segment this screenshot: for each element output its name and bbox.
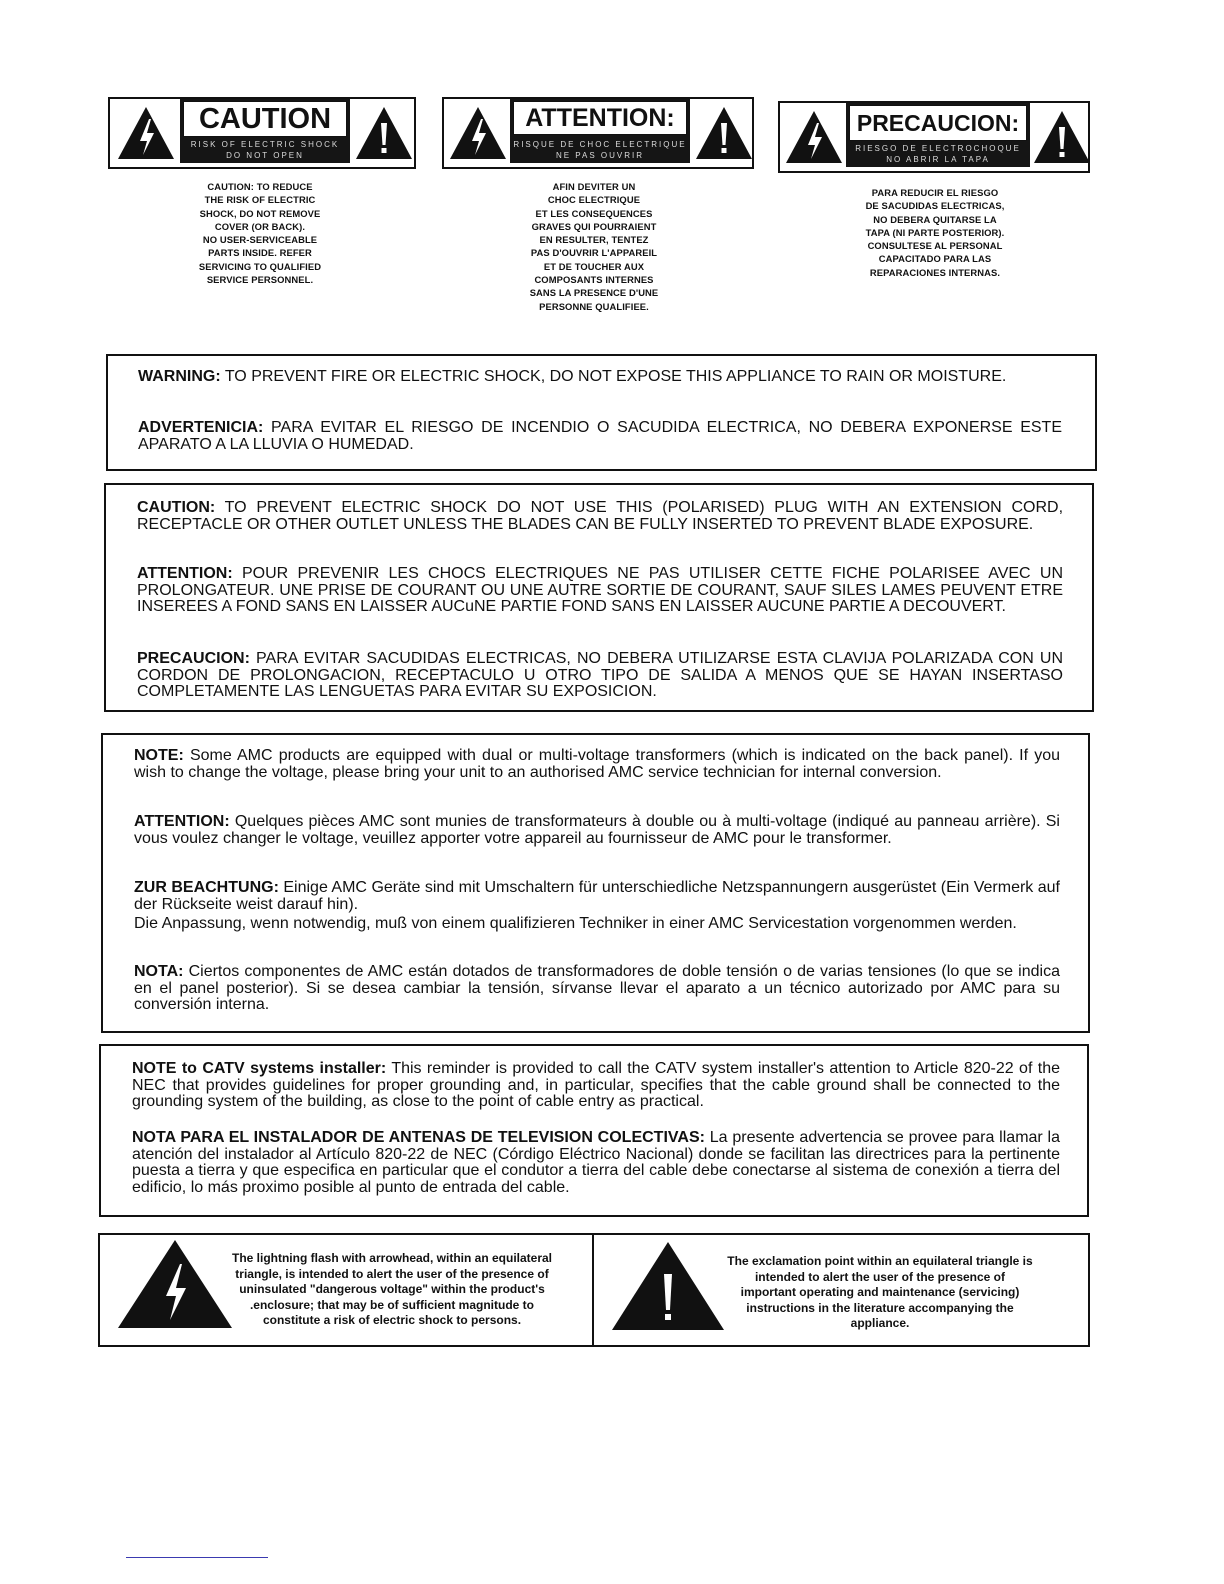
- exclamation-warning-icon: [694, 105, 754, 161]
- lightning-warning-icon: [448, 105, 508, 161]
- exclamation-warning-icon: [1032, 109, 1092, 165]
- voltage-zur-paragraph: [134, 880, 1060, 913]
- plug-precaucion-text: PARA EVITAR SACUDIDAS ELECTRICAS, NO DEBERA UTILIZARSE ESTA CLAVIJA POLARIZADA CON UN CORDON DE PROLONGACION, RECEPTACULO U OTRO TIPO DE SALIDA A MENOS QUE SE HAYAN INSERTASO COMPLETAMENTE LAS LENGUETAS PARA EVITAR SU EXPOSICION.: [137, 650, 1063, 700]
- warning-paragraph: [138, 369, 1062, 386]
- voltage-zur-paragraph-2: [134, 916, 1060, 933]
- caution-label: [108, 97, 416, 169]
- precaucion-sub-text: RIESGO DE ELECTROCHOQUE NO ABRIR LA TAPA: [855, 144, 1021, 164]
- voltage-zur-text-2: Die Anpassung, wenn notwendig, muß von einem qualifizieren Techniker in einer AMC Servicestation vorgenommen werden.: [134, 915, 1017, 932]
- voltage-nota-label: NOTA:: [134, 963, 184, 980]
- exclamation-description: The exclamation point within an equilateral triangle is intended to alert the user of the presence of important operating and maintenance (servicing) instructions in the literature accompanying the appliance.: [727, 1254, 1033, 1330]
- plug-precaucion-paragraph: [137, 651, 1063, 701]
- lightning-description: The lightning flash with arrowhead, within an equilateral triangle, is intended to alert the user of the presence of uninsulated "dangerous voltage" within the product's .enclosure; that may be of sufficient magnitude to constitute a risk of electric shock to persons.: [231, 1251, 553, 1327]
- catv-nota-paragraph: [132, 1130, 1060, 1196]
- exclamation-warning-icon: [354, 105, 414, 161]
- plug-attention-paragraph: [137, 566, 1063, 616]
- caution-small-text: CAUTION: TO REDUCE THE RISK OF ELECTRIC SHOCK, DO NOT REMOVE COVER (OR BACK). NO USER-SERVICEABLE PARTS INSIDE. REFER SERVICING TO QUALIFIED SERVICE PERSONNEL.: [198, 181, 322, 286]
- voltage-zur-text: Einige AMC Geräte sind mit Umschaltern für unterschiedliche Netzspannungern ausgerüstet (Ein Vermerk auf der Rückseite weist darauf hin).: [134, 879, 1061, 913]
- attention-label: [442, 97, 754, 169]
- voltage-note-paragraph: [134, 748, 1060, 781]
- attention-sub-text: RISQUE DE CHOC ELECTRIQUE NE PAS OUVRIR: [513, 140, 687, 160]
- footer-rule: [126, 1557, 268, 1558]
- advertencia-label: ADVERTENICIA:: [138, 419, 264, 436]
- catv-note-paragraph: [132, 1061, 1060, 1111]
- plug-caution-label: CAUTION:: [137, 499, 216, 516]
- warning-label: WARNING:: [138, 368, 221, 385]
- lightning-warning-icon: [116, 105, 176, 161]
- voltage-nota-paragraph: [134, 964, 1060, 1014]
- plug-attention-label: ATTENTION:: [137, 565, 233, 582]
- voltage-nota-text: Ciertos componentes de AMC están dotados de transformadores de doble tensión o de varias tensiones (lo que se indica en el panel posterior). Si se desea cambiar la tensión, sírvanse llevar el aparato a un técnico autorizado por AMC para su conversión interna.: [134, 963, 1060, 1013]
- lightning-warning-icon: [784, 109, 844, 165]
- precaucion-label: [778, 101, 1090, 173]
- attention-small-text: AFIN DEVITER UN CHOC ELECTRIQUE ET LES CONSEQUENCES GRAVES QUI POURRAIENT EN RESULTER, TENTEZ PAS D'OUVRIR L'APPAREIL ET DE TOUCHER AUX COMPOSANTS INTERNES SANS LA PRESENCE D'UNE PERSONNE QUALIFIEE.: [529, 181, 659, 312]
- catv-note-text: This reminder is provided to call the CATV system installer's attention to Article 820-22 of the NEC that provides guidelines for proper grounding and, in particular, specifies that the cable ground shall be connected to the grounding system of the building, as close to the point of cable entry as practical.: [132, 1060, 1061, 1110]
- plug-precaucion-label: PRECAUCION:: [137, 650, 250, 667]
- catv-nota-label: NOTA PARA EL INSTALADOR DE ANTENAS DE TELEVISION COLECTIVAS:: [132, 1129, 705, 1146]
- catv-nota-text: La presente advertencia se provee para llamar la atención del instalador al Artículo 820-22 de NEC (Córdigo Eléctrico Nacional) donde se facilitan las directrices para la pertinente puesta a tierra y que especifica en particular que el condutor a tierra del cable debe conectarse al sistema de conexión a tierra del edificio, lo más proximo posible al punto de entrada del cable.: [132, 1129, 1060, 1196]
- plug-attention-text: POUR PREVENIR LES CHOCS ELECTRIQUES NE PAS UTILISER CETTE FICHE POLARISEE AVEC UN PROLONGATEUR. UNE PRISE DE COURANT OU UNE AUTRE SORTIE DE COURANT, SAUF SILES LAMES PEUVENT ETRE INSEREES A FOND SANS EN LAISSER AUCuNE PARTIE FOND SANS EN LAISSER AUCUNE PARTIE A DECOUVERT.: [137, 565, 1063, 615]
- precaucion-small-text: PARA REDUCIR EL RIESGO DE SACUDIDAS ELECTRICAS, NO DEBERA QUITARSE LA TAPA (NI PARTE POSTERIOR). CONSULTESE AL PERSONAL CAPACITADO PARA LAS REPARACIONES INTERNAS.: [865, 187, 1005, 278]
- symbols-divider: [592, 1234, 594, 1346]
- caution-heading: CAUTION: [183, 101, 347, 137]
- catv-note-label: NOTE to CATV systems installer:: [132, 1060, 387, 1077]
- precaucion-heading: PRECAUCION:: [849, 105, 1027, 141]
- advertencia-text: PARA EVITAR EL RIESGO DE INCENDIO O SACUDIDA ELECTRICA, NO DEBERA EXPONERSE ESTE APARATO A LA LLUVIA O HUMEDAD.: [138, 419, 1062, 453]
- plug-caution-text: TO PREVENT ELECTRIC SHOCK DO NOT USE THIS (POLARISED) PLUG WITH AN EXTENSION CORD, RECEPTACLE OR OTHER OUTLET UNLESS THE BLADES CAN BE FULLY INSERTED TO PREVENT BLADE EXPOSURE.: [137, 499, 1064, 533]
- advertencia-paragraph: [138, 420, 1062, 453]
- voltage-attention-label: ATTENTION:: [134, 813, 230, 830]
- voltage-attention-paragraph: [134, 814, 1060, 847]
- voltage-zur-label: ZUR BEACHTUNG:: [134, 879, 279, 896]
- plug-caution-paragraph: [137, 500, 1063, 533]
- voltage-note-text: Some AMC products are equipped with dual or multi-voltage transformers (which is indicated on the back panel). If you wish to change the voltage, please bring your unit to an authorised AMC service technician for internal conversion.: [134, 747, 1061, 781]
- voltage-attention-text: Quelques pièces AMC sont munies de transformateurs à double ou à multi-voltage (indiqué au panneau arrière). Si vous voulez changer le voltage, veuillez apporter votre appareil au fournisseur de AMC pour le transformer.: [134, 813, 1060, 847]
- attention-heading: ATTENTION:: [513, 101, 687, 135]
- voltage-note-label: NOTE:: [134, 747, 184, 764]
- warning-text: TO PREVENT FIRE OR ELECTRIC SHOCK, DO NOT EXPOSE THIS APPLIANCE TO RAIN OR MOISTURE.: [224, 368, 1007, 385]
- caution-sub-text: RISK OF ELECTRIC SHOCK DO NOT OPEN: [190, 140, 340, 160]
